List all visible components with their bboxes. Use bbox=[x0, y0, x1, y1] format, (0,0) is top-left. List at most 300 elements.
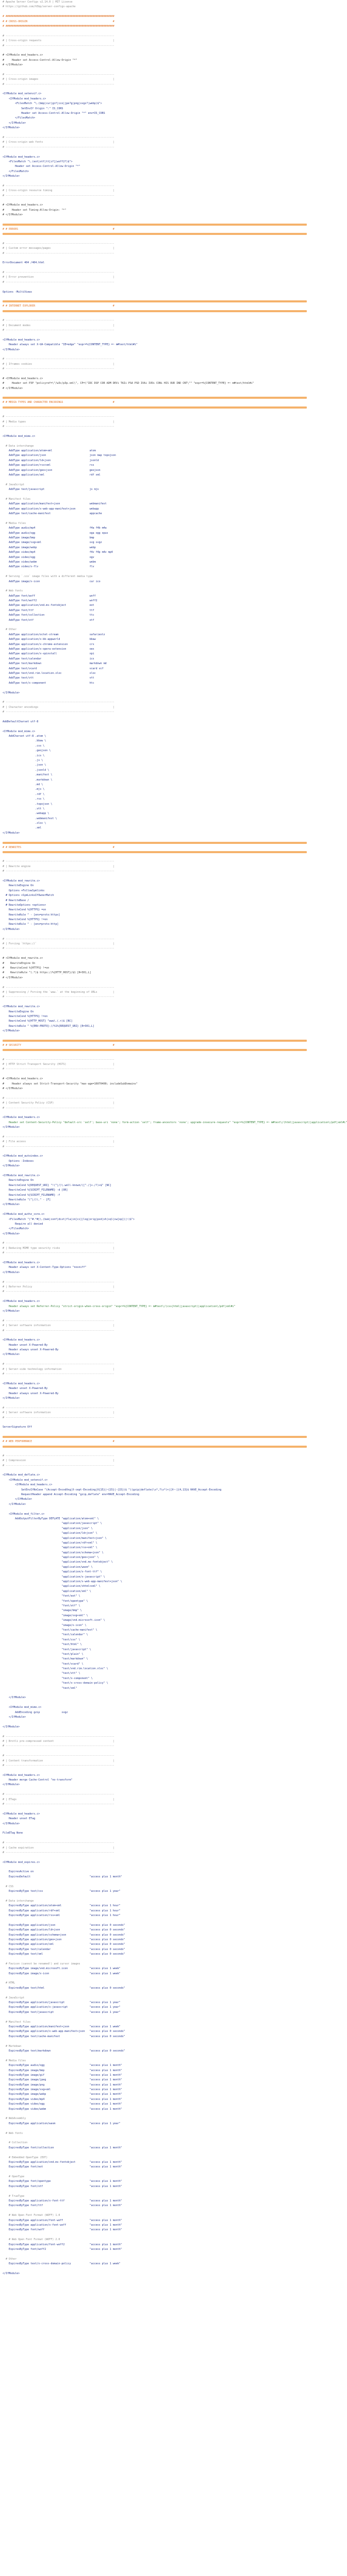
code-line: AddType image/svg+xml svg svgz bbox=[3, 541, 102, 545]
code-line: # RewriteBase / bbox=[3, 899, 29, 902]
code-line: "text/x-cross-domain-policy" \ bbox=[3, 1682, 108, 1685]
blank-line bbox=[0, 2039, 309, 2044]
code-line: .vtt \ bbox=[3, 807, 45, 810]
code-line: RewriteCond %{SCRIPT_FILENAME} -f bbox=[3, 1193, 60, 1197]
code-line: Require all denied bbox=[3, 1222, 43, 1226]
code-line: # JavaScript bbox=[3, 483, 25, 486]
code-line: <FilesMatch "\.(eot|otf|tt[cf]|woff2?)$"> bbox=[3, 160, 73, 163]
code-line: </IfModule> bbox=[3, 1309, 20, 1313]
code-line: ErrorDocument 404 /404.html bbox=[3, 261, 45, 265]
code-line: AddType application/x-chrome-extension crx bbox=[3, 642, 94, 646]
code-line: "text/css" \ bbox=[3, 1638, 80, 1641]
code-line: .rss \ bbox=[3, 798, 45, 801]
code-line: AddType application/manifest+json webmanifest bbox=[3, 502, 107, 506]
code-line: ExpiresByType font/collection "access plus 1 month" bbox=[3, 2146, 122, 2149]
code-line: "application/x-web-app-manifest+json" \ bbox=[3, 1580, 122, 1584]
code-line: # ---------------------------------------------------------------------- bbox=[3, 947, 114, 951]
code-line: # Manifest files bbox=[3, 2020, 31, 2024]
code-line: "application/x-font-ttf" \ bbox=[3, 1570, 102, 1574]
blank-line bbox=[0, 266, 309, 270]
code-line: # ---------------------------------------------------------------------- bbox=[3, 135, 114, 139]
code-line: "application/x-javascript" \ bbox=[3, 1575, 105, 1579]
blank-line bbox=[0, 1957, 309, 1962]
code-line: # Manifest files bbox=[3, 497, 31, 501]
code-line: "image/x-icon" \ bbox=[3, 1623, 87, 1627]
section-divider bbox=[3, 1049, 307, 1051]
code-line: # | ETags | bbox=[3, 1798, 114, 1801]
code-line: AddType application/x-opera-extension oex bbox=[3, 648, 94, 651]
code-line: # ---------------------------------------------------------------------- bbox=[3, 1406, 114, 1410]
code-line: Options +FollowSymlinks bbox=[3, 889, 45, 892]
code-line: ExpiresByType image/jpeg "access plus 1 month" bbox=[3, 2078, 122, 2082]
code-line: </IfModule> bbox=[3, 1396, 20, 1400]
code-line: "application/xhtml+xml" \ bbox=[3, 1585, 101, 1588]
code-line: AddType application/xml rdf xml bbox=[3, 473, 101, 477]
code-line: <IfModule mod_headers.c> bbox=[3, 1483, 53, 1487]
code-line: ExpiresByType application/font-woff "access plus 1 month" bbox=[3, 2218, 122, 2222]
code-line: # Header set Timing-Allow-Origin: "*" bbox=[3, 208, 67, 212]
section-divider bbox=[3, 842, 307, 844]
code-line: RewriteRule ^ %{ENV:PROTO}://%1%{REQUEST_URI} [R=301,L] bbox=[3, 1024, 94, 1028]
code-line: # https://github.com/h5bp/server-configs-apache bbox=[3, 5, 76, 9]
code-line: SetEnvIf Origin ":" IS_CORS bbox=[3, 107, 63, 110]
blank-line bbox=[0, 952, 309, 956]
code-line: ExpiresByType font/woff2 "access plus 1 month" bbox=[3, 2247, 122, 2251]
code-line: AddType font/ttf ttf bbox=[3, 608, 94, 612]
code-line: # ---------------------------------------------------------------------- bbox=[3, 1096, 114, 1100]
code-line: # ---------------------------------------------------------------------- bbox=[3, 1067, 114, 1071]
blank-line bbox=[0, 1275, 309, 1280]
code-line: ExpiresByType application/x-javascript "access plus 1 year" bbox=[3, 2006, 121, 2009]
code-line: Header always unset X-Powered-By bbox=[3, 1392, 59, 1395]
blank-line bbox=[0, 1377, 309, 1381]
code-line: .css \ bbox=[3, 744, 45, 748]
code-line: </IfModule> bbox=[3, 1498, 32, 1501]
code-line: # ---------------------------------------------------------------------- bbox=[3, 329, 114, 332]
code-line: # Web Open Font Format (WOFF) 2.0 bbox=[3, 2238, 60, 2242]
code-line: "font/eot" \ bbox=[3, 1595, 80, 1598]
blank-line bbox=[0, 1826, 309, 1831]
code-line: # ###################################################################### bbox=[3, 15, 114, 19]
code-line: Header unset ETag bbox=[3, 1817, 36, 1821]
code-line: "application/manifest+json" \ bbox=[3, 1536, 107, 1540]
code-line: RewriteCond %{HTTPS} !=on bbox=[3, 918, 48, 922]
code-line: # ---------------------------------------------------------------------- bbox=[3, 1058, 114, 1061]
code-line: # ---------------------------------------------------------------------- bbox=[3, 995, 114, 999]
blank-line bbox=[0, 980, 309, 985]
code-line: ExpiresByType text/x-cross-domain-policy "access plus 1 week" bbox=[3, 2262, 121, 2266]
code-line: "text/vcard" \ bbox=[3, 1662, 84, 1666]
code-line: AddType font/collection ttc bbox=[3, 614, 94, 617]
code-line: AddType video/webm webm bbox=[3, 560, 96, 564]
code-line: # ---------------------------------------------------------------------- bbox=[3, 1145, 114, 1148]
code-line: <IfModule mod_setenvif.c> bbox=[3, 92, 42, 96]
code-line: # ---------------------------------------------------------------------- bbox=[3, 1754, 114, 1758]
code-line: "image/bmp" \ bbox=[3, 1609, 82, 1613]
code-line: <IfModule mod_headers.c> bbox=[3, 1300, 40, 1303]
code-line: # <IfModule mod_rewrite.c> bbox=[3, 957, 43, 960]
blank-line bbox=[0, 1991, 309, 1995]
code-line: AddType application/ld+json jsonld bbox=[3, 459, 99, 462]
code-line: <IfModule mod_mime.c> bbox=[3, 434, 36, 438]
code-line: "text/vtt" \ bbox=[3, 1672, 80, 1675]
code-line: # | Server software information | bbox=[3, 1324, 114, 1328]
code-line: <FilesMatch "(^#.*#|\.(bak|conf|dist|fla|in[ci]|log|orig|psd|sh|sql|sw[op])|~)$"> bbox=[3, 1217, 135, 1221]
code-line: # | Rewrite engine | bbox=[3, 865, 114, 868]
code-line: # CSS bbox=[3, 1885, 14, 1888]
code-line: Header unset X-Powered-By bbox=[3, 1343, 48, 1347]
code-line: # | Custom error messages/pages | bbox=[3, 247, 114, 250]
blank-line bbox=[0, 724, 309, 729]
code-line: # Apache Server Configs v2.14.0 | MIT License bbox=[3, 1, 73, 4]
blank-line bbox=[0, 1314, 309, 1318]
code-line: AddType text/javascript js mjs bbox=[3, 488, 99, 492]
code-line: ExpiresByType application/geo+json "access plus 0 seconds" bbox=[3, 1938, 125, 1941]
code-line: <IfModule mod_headers.c> bbox=[3, 338, 40, 342]
code-line: # </IfModule> bbox=[3, 63, 23, 67]
code-line: </IfModule> bbox=[3, 126, 20, 130]
code-line: # ---------------------------------------------------------------------- bbox=[3, 242, 114, 245]
code-line: <IfModule mod_mime.c> bbox=[3, 1706, 42, 1709]
code-line: RewriteRule "(^|/)\." - [F] bbox=[3, 1198, 51, 1201]
code-line: "text/calendar" \ bbox=[3, 1633, 88, 1637]
code-line: AddType text/cache-manifest appcache bbox=[3, 512, 102, 516]
blank-line bbox=[0, 1149, 309, 1154]
code-line: # | Iframes cookies | bbox=[3, 362, 114, 366]
code-line: ExpiresByType application/rss+xml "access plus 1 hour" bbox=[3, 1914, 121, 1917]
blank-line bbox=[0, 1169, 309, 1174]
code-line: ExpiresByType text/html "access plus 0 seconds" bbox=[3, 1986, 125, 1990]
code-line: Header merge Cache-Control "no-transform" bbox=[3, 1778, 73, 1782]
code-line: <IfModule mod_headers.c> bbox=[3, 1812, 40, 1816]
section-divider bbox=[3, 310, 307, 312]
blank-line bbox=[0, 256, 309, 261]
blank-line bbox=[0, 1855, 309, 1860]
code-line: # TrueType bbox=[3, 2194, 25, 2198]
code-line: "font/opentype" \ bbox=[3, 1599, 88, 1603]
code-line: </IfModule> bbox=[3, 831, 20, 835]
code-line: # | Suppressing / Forcing the `www.` at the beginning of URLs | bbox=[3, 990, 114, 994]
code-line: # JavaScript bbox=[3, 1996, 25, 1999]
blank-line bbox=[0, 2267, 309, 2272]
blank-line bbox=[0, 1894, 309, 1899]
code-line: AddType application/rss+xml rss bbox=[3, 464, 94, 467]
code-line: <IfModule mod_headers.c> bbox=[3, 1261, 40, 1265]
code-line: ExpiresByType application/schema+json "access plus 0 seconds" bbox=[3, 1933, 125, 1937]
code-line: # </IfModule> bbox=[3, 213, 23, 217]
code-line: # ---------------------------------------------------------------------- bbox=[3, 1290, 114, 1294]
code-line: # ---------------------------------------------------------------------- bbox=[3, 1416, 114, 1419]
code-line: # RewriteOptions <options> bbox=[3, 903, 46, 907]
code-line: # Media files bbox=[3, 2059, 26, 2062]
code-line: Header set Content-Security-Policy "default-src 'self'; base-uri 'none'; form-action 'self'; frame-ancestors 'none'; upgrade-insecure-requests" "expr=%{CONTENT_TYPE} =~ m#text\/(html|javascript)|application\/pdf|xml#i" bbox=[3, 1121, 347, 1124]
blank-line bbox=[0, 10, 309, 14]
code-line: "image/svg+xml" \ bbox=[3, 1614, 88, 1617]
code-line: # <IfModule mod_headers.c> bbox=[3, 54, 43, 57]
code-line: # ---------------------------------------------------------------------- bbox=[3, 251, 114, 255]
blank-line bbox=[0, 236, 309, 241]
code-line: "application/schema+json" \ bbox=[3, 1551, 104, 1554]
blank-line bbox=[0, 131, 309, 135]
code-line: # <IfModule mod_headers.c> bbox=[3, 1077, 43, 1081]
blank-line bbox=[0, 295, 309, 299]
code-line: # ---------------------------------------------------------------------- bbox=[3, 1251, 114, 1255]
code-line: "image/vnd.microsoft.icon" \ bbox=[3, 1619, 105, 1622]
blank-line bbox=[0, 198, 309, 203]
blank-line bbox=[0, 439, 309, 444]
blank-line bbox=[0, 1208, 309, 1212]
code-line: # Header always set Strict-Transport-Security "max-age=16070400; includeSubDomains" bbox=[3, 1082, 138, 1086]
blank-line bbox=[0, 391, 309, 396]
code-line: .topojson \ bbox=[3, 802, 53, 806]
code-line: # Favicon (cannot be renamed!) and cursor images bbox=[3, 1962, 80, 1965]
code-line: # | Reducing MIME type security risks | bbox=[3, 1246, 114, 1250]
code-line: Header always set X-UA-Compatible "IE=edge" "expr=%{CONTENT_TYPE} =~ m#text/html#i" bbox=[3, 343, 138, 347]
code-line: # ---------------------------------------------------------------------- bbox=[3, 1135, 114, 1139]
code-line: # </IfModule> bbox=[3, 976, 23, 979]
blank-line bbox=[0, 715, 309, 719]
code-line: <IfModule mod_autoindex.c> bbox=[3, 1155, 43, 1158]
blank-line bbox=[0, 855, 309, 859]
code-line: # HTML bbox=[3, 1981, 15, 1985]
code-line: # ---------------------------------------------------------------------- bbox=[3, 1329, 114, 1332]
blank-line bbox=[0, 67, 309, 72]
blank-line bbox=[0, 1295, 309, 1299]
code-line: # Web Open Font Format (WOFF) 1.0 bbox=[3, 2214, 60, 2217]
code-line: ExpiresByType image/gif "access plus 1 month" bbox=[3, 2073, 122, 2077]
code-line: .manifest \ bbox=[3, 773, 53, 777]
code-line: ExpiresByType application/x-web-app-manifest+json "access plus 0 seconds" bbox=[3, 2030, 125, 2033]
code-line: ExpiresByType text/markdown "access plus 0 seconds" bbox=[3, 2049, 125, 2053]
code-line: AddType application/octet-stream safariextz bbox=[3, 633, 105, 636]
code-line: # # REWRITES # bbox=[3, 845, 114, 849]
code-line: "application/wasm" \ bbox=[3, 1565, 93, 1569]
code-line: # ---------------------------------------------------------------------- bbox=[3, 860, 114, 863]
code-line: AddType text/markdown markdown md bbox=[3, 662, 107, 666]
blank-line bbox=[0, 836, 309, 840]
code-line: AddType text/x-component htc bbox=[3, 681, 94, 685]
code-line: # Media files bbox=[3, 521, 26, 525]
code-line: Header always set X-Content-Type-Options "nosniff" bbox=[3, 1266, 87, 1269]
code-line: # RewriteEngine On bbox=[3, 961, 36, 965]
blank-line bbox=[0, 1420, 309, 1425]
code-line: # OpenType bbox=[3, 2175, 25, 2179]
code-line: ExpiresByType application/javascript "access plus 1 year" bbox=[3, 2001, 121, 2005]
code-line: "text/xml" bbox=[3, 1686, 77, 1690]
code-line: "application/xml" \ bbox=[3, 1589, 91, 1593]
blank-line bbox=[0, 333, 309, 337]
code-line: # | Content transformation | bbox=[3, 1759, 114, 1762]
code-line: # ---------------------------------------------------------------------- bbox=[3, 701, 114, 704]
code-line: AddType application/x-xpinstall xpi bbox=[3, 652, 94, 656]
section-divider bbox=[3, 397, 307, 399]
section-divider bbox=[3, 224, 307, 226]
code-line: # # CROSS-ORIGIN # bbox=[3, 20, 114, 23]
code-line: # ---------------------------------------------------------------------- bbox=[3, 1744, 114, 1748]
code-line: # ---------------------------------------------------------------------- bbox=[3, 271, 114, 275]
code-line: ExpiresByType application/xml "access plus 0 seconds" bbox=[3, 1943, 125, 1946]
code-line: Header set Access-Control-Allow-Origin "*" env=IS_CORS bbox=[3, 111, 105, 115]
code-line: "text/cache-manifest" \ bbox=[3, 1628, 97, 1632]
blank-line bbox=[0, 1807, 309, 1811]
code-line: # ---------------------------------------------------------------------- bbox=[3, 1372, 114, 1376]
code-line: # | HTTP Strict Transport Security (HSTS) | bbox=[3, 1063, 114, 1066]
blank-line bbox=[0, 2015, 309, 2020]
code-line: ExpiresByType application/wasm "access plus 1 year" bbox=[3, 2122, 121, 2125]
code-line: # WebAssembly bbox=[3, 2117, 26, 2121]
code-line: ExpiresByType image/bmp "access plus 1 month" bbox=[3, 2069, 122, 2072]
code-line: RewriteCond %{HTTPS} !=on bbox=[3, 1014, 48, 1018]
code-line: Header unset X-Powered-By bbox=[3, 1387, 48, 1391]
code-line: # ---------------------------------------------------------------------- bbox=[3, 415, 114, 419]
blank-line bbox=[0, 1401, 309, 1405]
blank-line bbox=[0, 2150, 309, 2155]
code-line: RewriteCond %{HTTP_HOST} ^www\.(.+)$ [NC] bbox=[3, 1020, 73, 1023]
code-line: # Serving `.ico` image files with a different media type bbox=[3, 575, 93, 579]
blank-line bbox=[0, 1730, 309, 1734]
code-line: AddType video/ogg ogv bbox=[3, 555, 94, 559]
blank-line bbox=[0, 2054, 309, 2058]
code-line: ExpiresByType text/css "access plus 1 year" bbox=[3, 1890, 121, 1893]
code-line: RewriteRule ^ - [env=proto:http] bbox=[3, 923, 59, 926]
code-line: .xml bbox=[3, 826, 42, 830]
code-line: <IfModule mod_rewrite.c> bbox=[3, 1174, 40, 1178]
blank-line bbox=[0, 1788, 309, 1792]
code-line: ExpiresByType text/cache-manifest "access plus 0 seconds" bbox=[3, 2035, 125, 2038]
code-line: ExpiresByType font/otf "access plus 1 month" bbox=[3, 2184, 122, 2188]
code-line: Header always unset X-Powered-By bbox=[3, 1348, 59, 1352]
blank-line bbox=[0, 1836, 309, 1841]
code-line: # | Error prevention | bbox=[3, 276, 114, 279]
code-line: # # MEDIA TYPES AND CHARACTER ENCODINGS # bbox=[3, 401, 114, 404]
blank-line bbox=[0, 1000, 309, 1005]
code-line: "application/ld+json" \ bbox=[3, 1532, 97, 1535]
code-line: ExpiresByType application/x-font-woff "access plus 1 month" bbox=[3, 2224, 122, 2227]
section-divider bbox=[3, 1436, 307, 1438]
code-line: .js \ bbox=[3, 758, 43, 762]
code-line: AddDefaultCharset utf-8 bbox=[3, 720, 39, 723]
code-line: ExpiresByType image/svg+xml "access plus 1 month" bbox=[3, 2088, 122, 2092]
blank-line bbox=[0, 48, 309, 53]
code-line: <FilesMatch "\.(bmp|cur|gif|ico|jpe?g|png|svgz?|webp)$"> bbox=[3, 102, 102, 106]
code-line: # | Media types | bbox=[3, 420, 114, 423]
code-line: RewriteCond %{SCRIPT_FILENAME} -d [OR] bbox=[3, 1189, 68, 1192]
code-line: <IfModule mod_deflate.c> bbox=[3, 1473, 40, 1477]
blank-line bbox=[0, 686, 309, 690]
code-line: # Data interchange bbox=[3, 1899, 34, 1903]
code-line: RewriteEngine On bbox=[3, 1010, 34, 1013]
code-line: .webmanifest \ bbox=[3, 817, 57, 820]
code-line: # ---------------------------------------------------------------------- bbox=[3, 937, 114, 941]
code-line: </IfModule> bbox=[3, 927, 20, 931]
code-line: </FilesMatch> bbox=[3, 116, 36, 120]
code-line: # Header set P3P "policyref=\"/w3c/p3p.xml\", CP=\"IDC DSP COR ADM DEVi TAIi PSA PSD IVAi IVDi CONi HIS OUR IND CNT\"" "expr=%{CONTENT_TYPE} =~ m#text/html#i" bbox=[3, 382, 254, 385]
blank-line bbox=[0, 1976, 309, 1981]
code-line: # ---------------------------------------------------------------------- bbox=[3, 1242, 114, 1245]
section-divider bbox=[3, 233, 307, 235]
code-line: # | Server software information | bbox=[3, 1411, 114, 1415]
code-line: # Other bbox=[3, 628, 17, 632]
code-line: <IfModule mod_headers.c> bbox=[3, 1773, 40, 1777]
code-line: ExpiresByType video/webm "access plus 1 month" bbox=[3, 2107, 122, 2111]
code-line: ExpiresByType text/xml "access plus 0 seconds" bbox=[3, 1953, 125, 1956]
code-line: AddType font/woff2 woff2 bbox=[3, 599, 97, 603]
code-line: </IfModule> bbox=[3, 2272, 20, 2275]
code-line: # ---------------------------------------------------------------------- bbox=[3, 184, 114, 188]
code-line: .bbaw \ bbox=[3, 739, 46, 743]
code-line: # Collection bbox=[3, 2141, 28, 2145]
code-line: # ---------------------------------------------------------------------- bbox=[3, 1454, 114, 1458]
code-line: ExpiresByType application/manifest+json "access plus 1 week" bbox=[3, 2025, 121, 2028]
code-line: "text/vnd.rim.location.xloc" \ bbox=[3, 1667, 108, 1671]
code-line: ExpiresByType font/ttf "access plus 1 month" bbox=[3, 2204, 122, 2208]
code-line: # ---------------------------------------------------------------------- bbox=[3, 34, 114, 38]
code-line: .jsonld \ bbox=[3, 768, 49, 772]
code-line: # Data interchange bbox=[3, 444, 34, 448]
code-line: RewriteRule ^ - [env=proto:https] bbox=[3, 913, 60, 917]
blank-line bbox=[0, 1072, 309, 1077]
code-line: RewriteCond %{REQUEST_URI} "!(^|/)\.well-known/([^./]+./?)+$" [NC] bbox=[3, 1183, 111, 1187]
code-line: ServerSignature Off bbox=[3, 1426, 32, 1429]
code-line: .md \ bbox=[3, 783, 43, 786]
code-line: # # SECURITY # bbox=[3, 1043, 114, 1047]
code-line: ExpiresByType application/json "access plus 0 seconds" bbox=[3, 1923, 125, 1927]
code-line: # | Cross-origin requests | bbox=[3, 39, 114, 43]
code-line: "text/markdown" \ bbox=[3, 1657, 88, 1661]
code-line: .xloc \ bbox=[3, 822, 46, 825]
code-line: # | Server-side technology information | bbox=[3, 1367, 114, 1371]
blank-line bbox=[0, 1691, 309, 1696]
code-line: # ---------------------------------------------------------------------- bbox=[3, 1841, 114, 1845]
blank-line bbox=[0, 352, 309, 357]
blank-line bbox=[0, 1701, 309, 1705]
code-line: # </IfModule> bbox=[3, 386, 23, 390]
blank-line bbox=[0, 2126, 309, 2131]
blank-line bbox=[0, 516, 309, 521]
code-line: <IfModule mod_mime.c> bbox=[3, 730, 36, 733]
code-line: # | Forcing `https://` | bbox=[3, 942, 114, 946]
code-line: AddType application/atom+xml atom bbox=[3, 449, 96, 452]
blank-line bbox=[0, 1865, 309, 1870]
code-line: # # WEB PERFORMANCE # bbox=[3, 1440, 114, 1444]
code-line: </IfModule> bbox=[3, 1232, 20, 1235]
blank-line bbox=[0, 493, 309, 497]
blank-line bbox=[0, 2170, 309, 2175]
code-line: ExpiresByType application/ld+json "access plus 0 seconds" bbox=[3, 1928, 125, 1932]
code-line: .webapp \ bbox=[3, 812, 49, 816]
code-line: ExpiresByType image/png "access plus 1 month" bbox=[3, 2083, 122, 2087]
code-line: # ---------------------------------------------------------------------- bbox=[3, 986, 114, 989]
code-line: # RewriteRule ^(.*)$ https://%{HTTP_HOST}/$1 [R=301,L] bbox=[3, 971, 91, 975]
code-line: AddType video/x-flv flv bbox=[3, 565, 94, 569]
code-line: AddType image/webp webp bbox=[3, 546, 96, 549]
code-line: Options -Indexes bbox=[3, 1159, 34, 1163]
code-line: # ---------------------------------------------------------------------- bbox=[3, 44, 114, 47]
code-line: # | Compression | bbox=[3, 1459, 114, 1463]
code-line: ExpiresByType font/eot "access plus 1 month" bbox=[3, 2165, 122, 2169]
code-line: # <IfModule mod_headers.c> bbox=[3, 204, 43, 207]
blank-line bbox=[0, 2252, 309, 2257]
code-line: </FilesMatch> bbox=[3, 170, 29, 173]
code-line: "font/otf" \ bbox=[3, 1604, 80, 1607]
blank-line bbox=[0, 2233, 309, 2238]
blank-line bbox=[0, 429, 309, 434]
blank-line bbox=[0, 2112, 309, 2116]
blank-line bbox=[0, 1720, 309, 1724]
code-line: Options -MultiViews bbox=[3, 290, 32, 294]
code-line: # ---------------------------------------------------------------------- bbox=[3, 1363, 114, 1366]
code-line: # ###################################################################### bbox=[3, 24, 114, 28]
